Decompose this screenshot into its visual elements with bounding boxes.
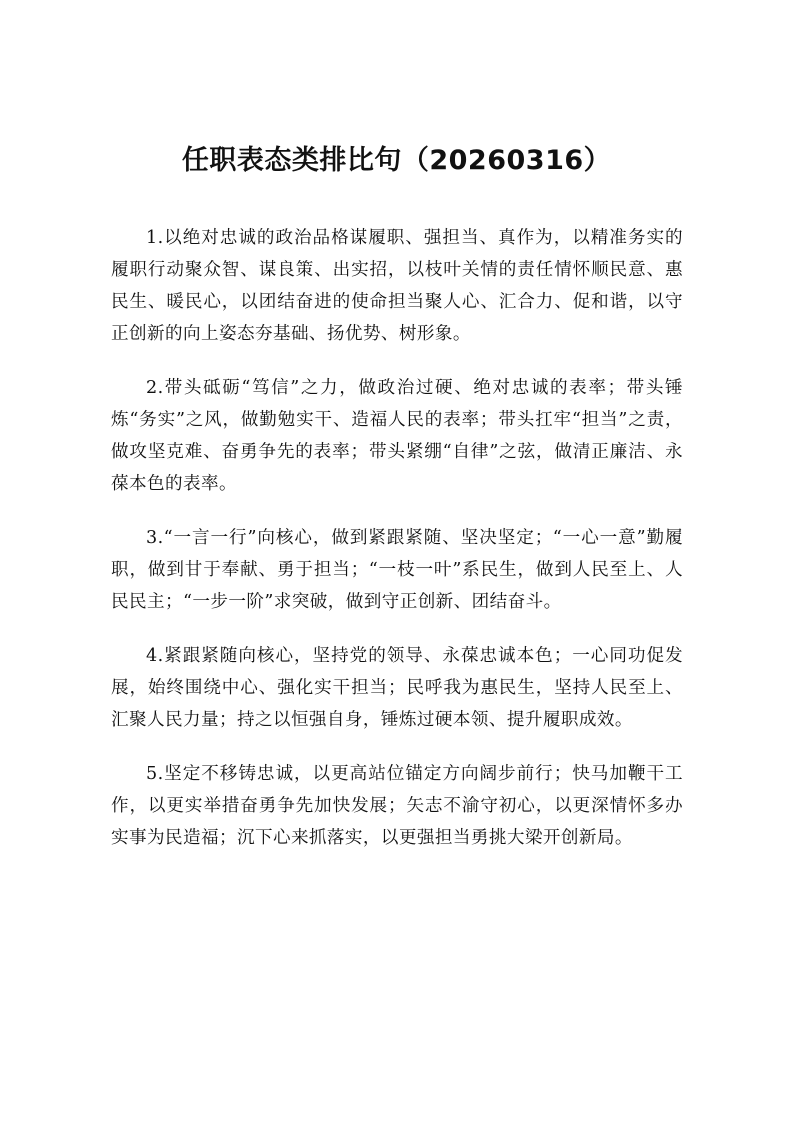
paragraph-4: 4.紧跟紧随向核心，坚持党的领导、永葆忠诚本色；一心同功促发展，始终围绕中心、强化实干担当；民呼我为惠民生，坚持人民至上、汇聚人民力量；持之以恒强自身，锤炼过硬本领、提升履职成效。 bbox=[111, 646, 683, 730]
paragraph-1: 1.以绝对忠诚的政治品格谋履职、强担当、真作为，以精准务实的履职行动聚众智、谋良策、出实招，以枝叶关情的责任情怀顺民意、惠民生、暖民心，以团结奋进的使命担当聚人心、汇合力、促和谐，以守正创新的向上姿态夯基础、扬优势、树形象。 bbox=[111, 228, 683, 344]
document-body bbox=[111, 222, 683, 876]
paragraph-2: 2.带头砥砺“笃信”之力，做政治过硬、绝对忠诚的表率；带头锤炼“务实”之风，做勤勉实干、造福人民的表率；带头扛牢“担当”之责，做攻坚克难、奋勇争先的表率；带头紧绷“自律”之弦，做清正廉洁、永葆本色的表率。 bbox=[111, 378, 683, 494]
paragraph-3: 3.“一言一行”向核心，做到紧跟紧随、坚决坚定；“一心一意”勤履职，做到甘于奉献、勇于担当；“一枝一叶”系民生，做到人民至上、人民民主；“一步一阶”求突破，做到守正创新、团结奋斗。 bbox=[111, 528, 683, 612]
paragraph-5: 5.坚定不移铸忠诚，以更高站位锚定方向阔步前行；快马加鞭干工作，以更实举措奋勇争先加快发展；矢志不渝守初心，以更深情怀多办实事为民造福；沉下心来抓落实，以更强担当勇挑大梁开创新局。 bbox=[111, 764, 683, 848]
document-title: 任职表态类排比句（20260316） bbox=[181, 145, 612, 176]
